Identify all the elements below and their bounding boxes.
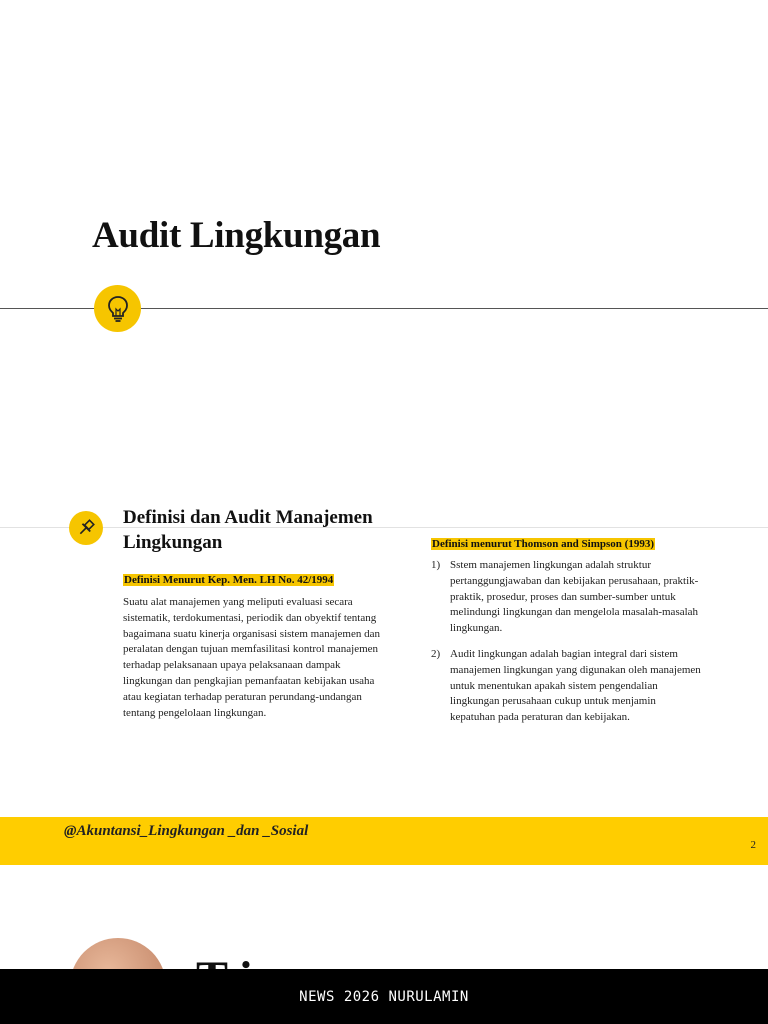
list-number: 1) <box>431 559 441 571</box>
right-subheading: Definisi menurut Thomson and Simpson (1993) <box>432 538 654 550</box>
list-number: 2) <box>431 647 441 660</box>
list-text: Sstem manajemen lingkungan adalah struktur pertanggungjawaban dan kebijakan perusahaan, praktik-praktik, prosedur, proses dan sumber-sumber untuk melindungi lingkungan dan mengelola masalah-masalah lingkungan. <box>450 559 699 635</box>
left-definition-text: Suatu alat manajemen yang meliputi evaluasi secara sistematik, terdokumentasi, periodik dan obyektif tentang bagaimana suatu kinerja organisasi sistem manajemen dan peralatan dengan tujuan memfasilitasi kontrol manajemen terhadap pelaksanaan upaya pelaksanaan dampak lingkungan dan pengkajian pemanfaatan kebijakan usaha atau kegiatan terhadap peraturan perundang-undangan tentang pengelolaan lingkungan. <box>123 596 380 719</box>
section-heading: Definisi dan Audit Manajemen Lingkungan <box>123 507 373 553</box>
slide-title-page <box>0 0 768 480</box>
list-item <box>431 647 701 726</box>
list-text: Audit lingkungan adalah bagian integral dari sistem manajemen lingkungan yang digunakan oleh manajemen untuk menentukan apakah sistem pengendalian lingkungan perusahaan cukup untuk menjamin kepatuhan pada peraturan dan kebijakan. <box>450 647 701 724</box>
left-subheading: Definisi Menurut Kep. Men. LH No. 42/1994 <box>124 574 334 586</box>
watermark-bar <box>0 969 768 1024</box>
page-number: 2 <box>750 839 756 851</box>
page-title: Audit Lingkungan <box>92 215 381 256</box>
pin-icon <box>76 518 96 538</box>
definition-list <box>431 558 701 736</box>
lightbulb-icon <box>106 295 130 323</box>
yellow-footer-band <box>0 817 768 865</box>
list-item <box>431 558 701 637</box>
lightbulb-badge <box>94 285 141 332</box>
social-handle: @Akuntansi_Lingkungan _dan _Sosial <box>64 823 309 839</box>
watermark-text: NEWS 2026 NURULAMIN <box>299 988 469 1005</box>
pin-badge <box>69 511 103 545</box>
